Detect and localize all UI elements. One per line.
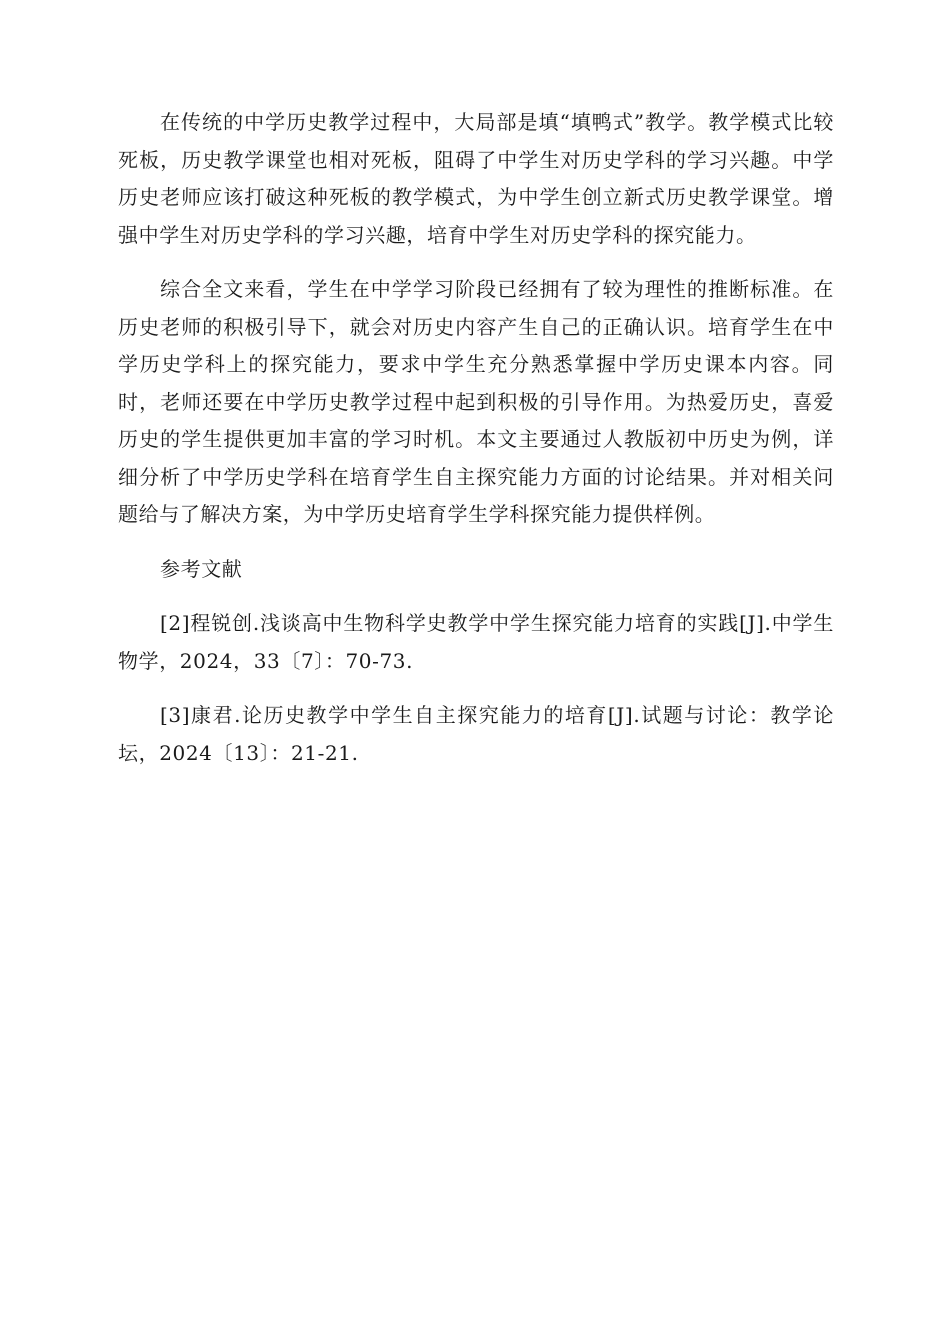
document-body (118, 104, 834, 789)
body-paragraph-2: 综合全文来看，学生在中学学习阶段已经拥有了较为理性的推断标准。在历史老师的积极引导下，就会对历史内容产生自己的正确认识。培育学生在中学历史学科上的探究能力，要求中学生充分熟悉掌握中学历史课本内容。同时，老师还要在中学历史教学过程中起到积极的引导作用。为热爱历史，喜爱历史的学生提供更加丰富的学习时机。本文主要通过人教版初中历史为例，详细分析了中学历史学科在培育学生自主探究能力方面的讨论结果。并对相关问题给与了解决方案，为中学历史培育学生学科探究能力提供样例。 (118, 277, 834, 526)
body-paragraph-1: 在传统的中学历史教学过程中，大局部是填“填鸭式”教学。教学模式比较死板，历史教学课堂也相对死板，阻碍了中学生对历史学科的学习兴趣。中学历史老师应该打破这种死板的教学模式，为中学生创立新式历史教学课堂。增强中学生对历史学科的学习兴趣，培育中学生对历史学科的探究能力。 (118, 110, 834, 247)
reference-item-3: [3]康君.论历史教学中学生自主探究能力的培育[J].试题与讨论：教学论坛，2024〔13〕：21-21. (118, 703, 834, 765)
references-heading: 参考文献 (160, 556, 243, 581)
reference-item-2: [2]程锐创.浅谈高中生物科学史教学中学生探究能力培育的实践[J].中学生物学，2024，33〔7〕：70-73. (118, 611, 834, 673)
